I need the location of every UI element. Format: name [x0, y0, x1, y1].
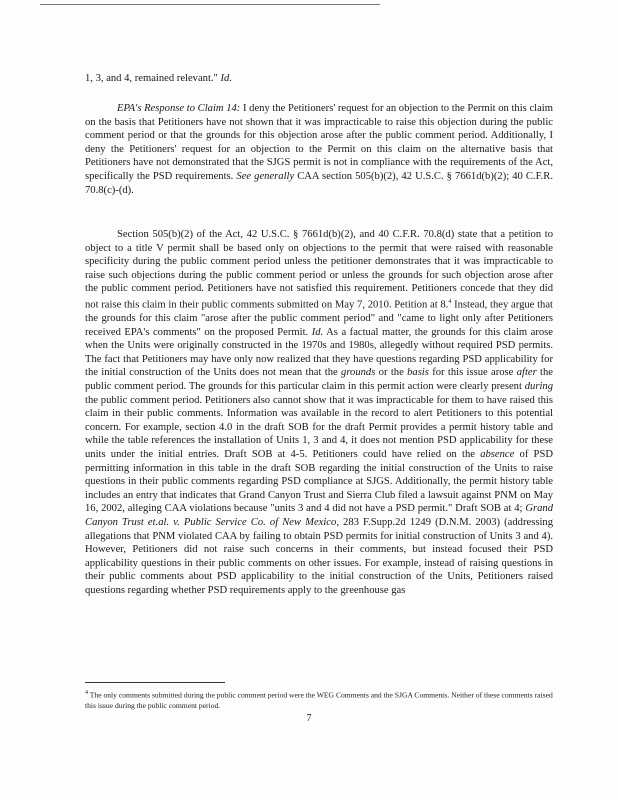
id-citation: Id. [220, 73, 233, 84]
analysis-text-6: the public comment period. The grounds for this particular claim in this permit action were clearly present [85, 367, 553, 393]
analysis-text-1: Section 505(b)(2) of the Act, 42 U.S.C. § 7661d(b)(2), and 40 C.F.R. 70.8(d) state that a petition to object to a title V permit shall be based only on objections to the permit that were raised with reasonable specificity during the public comment period unless the petitioner demonstrates that it was impracticable to raise such objections during the public comment period or unless the grounds for such objection arose after the public comment period. Petitioners have not satisfied this requirement. Petitioners concede that they did not raise this claim in their public comments submitted on May 7, 2010. Petition at 8. [85, 229, 553, 311]
emphasis-grounds: grounds [341, 367, 376, 379]
id-citation-2: Id. [311, 326, 324, 338]
footnote-reference: 4 [448, 298, 452, 305]
emphasis-after: after [516, 367, 537, 379]
paragraph-epa-response [85, 102, 553, 197]
analysis-text-2: Instead, they argue that the grounds for this claim "arose after the public comment period" and "came to light only after Petitioners received EPA's comments" on the proposed Permit. [85, 299, 553, 338]
emphasis-during: during [524, 381, 553, 393]
paragraph-analysis [85, 228, 553, 598]
footnote-text: The only comments submitted during the public comment period were the WEG Comments and the SJGA Comments. Neither of these comments raised this issue during the public comment period. [85, 690, 553, 710]
analysis-text-3: As a factual matter, the grounds for this claim arose when the Units were originally constructed in the 1970s and 1980s, allegedly without required PSD permits. The fact that Petitioners may have only now realized that they have questions regarding PSD applicability for the initial construction of the Units does not mean that the [85, 326, 554, 379]
analysis-text-5: for this issue arose [428, 367, 517, 379]
emphasis-absence: absence [480, 449, 515, 461]
response-citation: CAA section 505(b)(2), 42 U.S.C. § 7661d(b)(2); 40 C.F.R. 70.8(c)-(d). [85, 170, 553, 196]
footnote-mark: 4 [85, 690, 88, 696]
paragraph-0-text: 1, 3, and 4, remained relevant." [85, 73, 218, 84]
top-border-line [40, 0, 380, 5]
response-heading: EPA's Response to Claim 14: [117, 103, 241, 114]
see-generally-signal: See generally [236, 170, 295, 182]
case-name: Grand Canyon Trust et.al. v. Public Service Co. of New Mexico [85, 503, 553, 528]
analysis-text-9: , 283 F.Supp.2d 1249 (D.N.M. 2003) (addressing allegations that PNM violated CAA by failing to obtain PSD permits for initial construction of Units 3 and 4). However, Petitioners did not raise such concerns in their comments, but instead focused their PSD applicability questions in their public comments on other issues. For example, instead of raising questions in their public comments about PSD applicability to the initial construction of the Units, Petitioners raised questions regarding whether PSD requirements apply to the greenhouse gas [85, 517, 553, 596]
footnote-separator [85, 682, 225, 683]
analysis-text-8: of PSD permitting information in this table in the draft SOB regarding the initial construction of the Units to raise questions in their public comments regarding PSD compliance at SJGS. Additionally, the permit history table includes an entry that indicates that Grand Canyon Trust and Sierra Club filed a lawsuit against PNM on May 16, 2002, alleging CAA violations because "units 3 and 4 did not have a PSD permit." Draft SOB at 4; [85, 449, 553, 515]
analysis-text-7: the public comment period. Petitioners also cannot show that it was impracticable for them to have raised this claim in their public comments. Information was available in the record to alert Petitioners to this potential concern. For example, section 4.0 in the draft SOB for the draft Permit provides a permit history table and while the table references the installation of Units 1, 3 and 4, it does not mention PSD applicability for these units under the initial entries. Draft SOB at 4-5. Petitioners could have relied on the [85, 394, 553, 461]
footnote [85, 688, 553, 711]
paragraph-continuation [85, 72, 553, 86]
page-number: 7 [306, 713, 312, 724]
response-body: I deny the Petitioners' request for an objection to the Permit on this claim on the basis that Petitioners have not shown that it was impracticable to raise this objection during the public comment period or that the grounds for this objection arose after the public comment period. Additionally, I deny the Petitioners' request for an objection to the Permit on this claim on the alternative basis that Petitioners have not demonstrated that the SJGS permit is not in compliance with the requirements of the Act, specifically the PSD requirements. [85, 103, 553, 182]
analysis-text-4: or the [375, 367, 408, 379]
emphasis-basis: basis [407, 367, 429, 379]
